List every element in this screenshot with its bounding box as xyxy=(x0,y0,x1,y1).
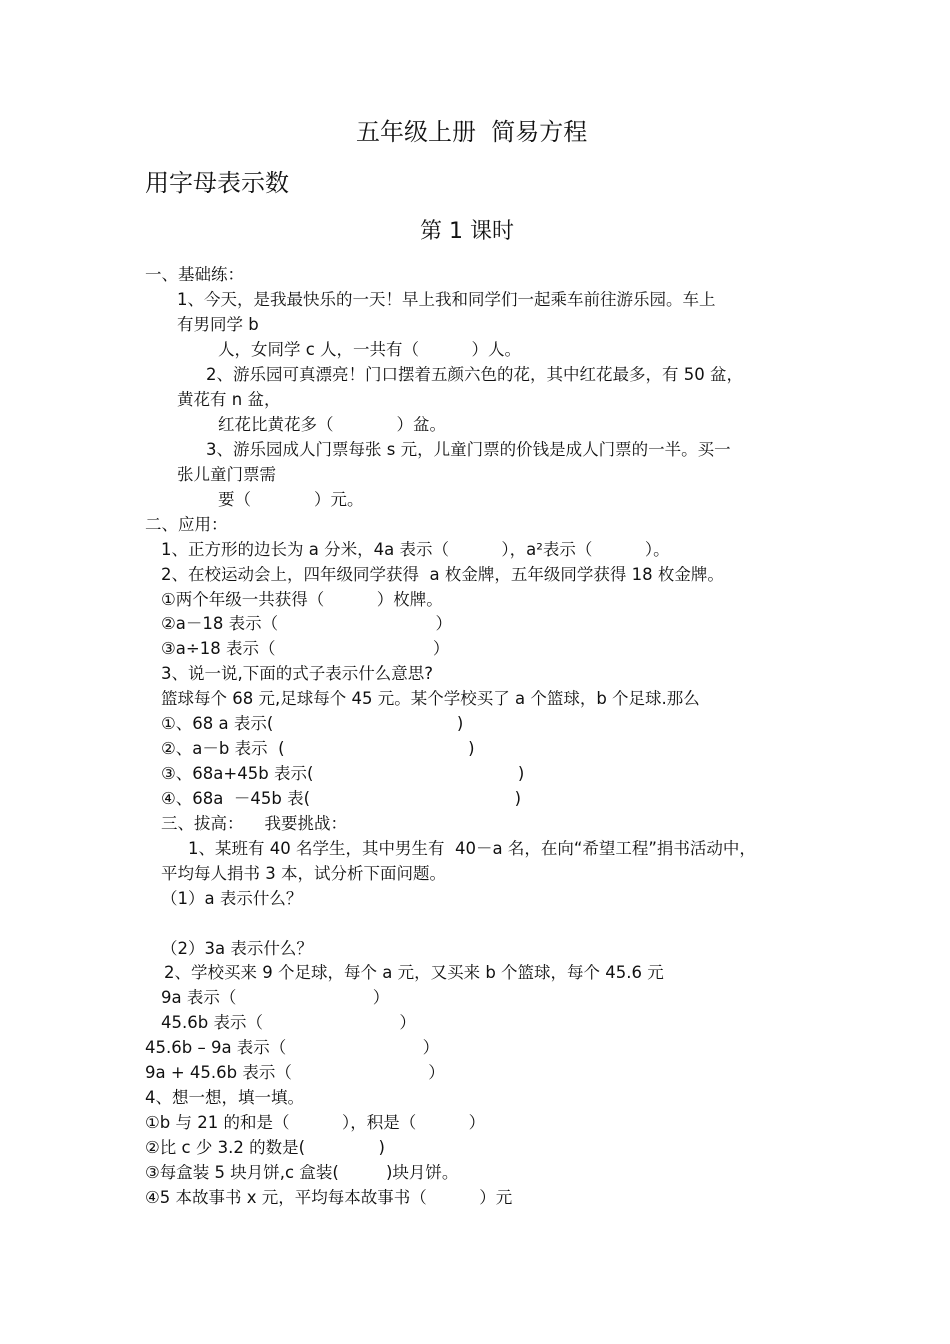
section2-q2-a: ①两个年级一共获得（ ）枚牌。 xyxy=(161,590,443,609)
section3-q2-c: 45.6b – 9a 表示（ ） xyxy=(145,1038,440,1057)
section3-q2-a: 9a 表示（ ） xyxy=(161,988,390,1007)
section2-q1: 1、正方形的边长为 a 分米，4a 表示（ ），a²表示（ ）。 xyxy=(161,540,670,559)
section1-q2-line1: 2、游乐园可真漂亮！门口摆着五颜六色的花，其中红花最多，有 50 盆， xyxy=(206,365,743,384)
section2-q2: 2、在校运动会上，四年级同学获得 a 枚金牌，五年级同学获得 18 枚金牌。 xyxy=(161,565,724,584)
section3-q1-b: （2）3a 表示什么？ xyxy=(161,939,313,958)
section3-q1-line2: 平均每人捐书 3 本，试分析下面问题。 xyxy=(161,864,446,883)
section1-q3-line2: 张儿童门票需 xyxy=(177,465,276,484)
section4-q1: ①b 与 21 的和是（ ），积是（ ） xyxy=(145,1113,486,1132)
section2-heading: 二、应用： xyxy=(145,515,228,534)
section1-q1-line2: 有男同学 b xyxy=(177,315,259,334)
section2-q3: 3、说一说,下面的式子表示什么意思? xyxy=(161,664,434,683)
section3-q2: 2、学校买来 9 个足球，每个 a 元，又买来 b 个篮球，每个 45.6 元 xyxy=(164,963,664,982)
section4-heading: 4、想一想，填一填。 xyxy=(145,1088,304,1107)
section3-q2-b: 45.6b 表示（ ） xyxy=(161,1013,416,1032)
section4-q3: ③每盒装 5 块月饼,c 盒装( )块月饼。 xyxy=(145,1163,459,1182)
section3-q2-d: 9a + 45.6b 表示（ ） xyxy=(145,1063,445,1082)
section1-q3-line1: 3、游乐园成人门票每张 s 元，儿童门票的价钱是成人门票的一半。买一 xyxy=(206,440,731,459)
section2-q3-c: ③、68a+45b 表示( ) xyxy=(161,764,525,783)
section2-q2-b: ②a－18 表示（ ） xyxy=(161,614,452,633)
section1-q1-line3: 人，女同学 c 人，一共有（ ）人。 xyxy=(218,340,522,359)
section2-q3-intro: 篮球每个 68 元,足球每个 45 元。某个学校买了 a 个篮球，b 个足球.那么 xyxy=(161,689,700,708)
section3-q1-a: （1）a 表示什么？ xyxy=(161,889,303,908)
document-title: 五年级上册 简易方程 xyxy=(356,118,588,146)
section2-q3-d: ④、68a －45b 表( ) xyxy=(161,789,522,808)
lesson-heading: 第 1 课时 xyxy=(420,219,514,244)
section1-q3-line3: 要（ ）元。 xyxy=(218,490,364,509)
section1-q2-line2: 黄花有 n 盆， xyxy=(177,390,281,409)
section2-q3-b: ②、a－b 表示 ( ) xyxy=(161,739,475,758)
section3-q1-line1: 1、某班有 40 名学生，其中男生有 40－a 名，在向“希望工程”捐书活动中， xyxy=(188,839,756,858)
section1-q1-line1: 1、今天，是我最快乐的一天！早上我和同学们一起乘车前往游乐园。车上 xyxy=(177,290,716,309)
section1-heading: 一、基础练： xyxy=(145,265,244,284)
section2-q2-c: ③a÷18 表示（ ） xyxy=(161,639,450,658)
section4-q2: ②比 c 少 3.2 的数是( ) xyxy=(145,1138,385,1157)
section3-heading: 三、拔高： 我要挑战： xyxy=(161,814,347,833)
document-subtitle: 用字母表示数 xyxy=(145,169,289,197)
section1-q2-line3: 红花比黄花多（ ）盆。 xyxy=(218,415,446,434)
section4-q4: ④5 本故事书 x 元，平均每本故事书（ ）元 xyxy=(145,1188,513,1207)
section2-q3-a: ①、68 a 表示( ) xyxy=(161,714,464,733)
